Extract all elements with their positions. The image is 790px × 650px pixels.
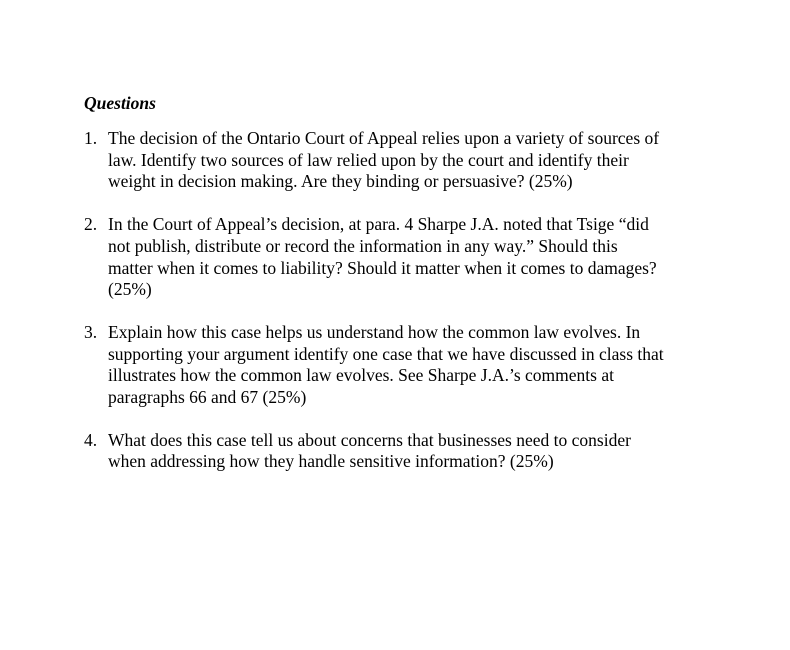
- question-line: Explain how this case helps us understand how the common law evolves. In: [108, 321, 641, 342]
- question-item-3: [84, 322, 724, 409]
- question-text: [108, 430, 720, 473]
- question-line: In the Court of Appeal’s decision, at para. 4 Sharpe J.A. noted that Tsige “did: [108, 214, 649, 235]
- questions-heading: Questions: [84, 93, 156, 113]
- question-line: illustrates how the common law evolves. See Sharpe J.A.’s comments at: [108, 365, 614, 386]
- question-number: 1.: [84, 128, 98, 148]
- question-number: 2.: [84, 214, 98, 235]
- question-text: [108, 214, 720, 301]
- question-line: What does this case tell us about concerns that businesses need to consider: [108, 429, 631, 450]
- question-number: 4.: [84, 429, 98, 450]
- question-item-1: [84, 128, 724, 193]
- question-line: matter when it comes to liability? Should it matter when it comes to damages?: [108, 257, 657, 278]
- question-line: when addressing how they handle sensitive information? (25%): [108, 451, 554, 472]
- question-list: [84, 128, 724, 473]
- question-line: weight in decision making. Are they binding or persuasive? (25%): [108, 171, 573, 192]
- question-text: [108, 322, 720, 409]
- question-number: 3.: [84, 321, 98, 342]
- question-item-2: [84, 214, 724, 301]
- question-line: (25%): [108, 279, 152, 300]
- question-item-4: [84, 430, 724, 473]
- question-line: not publish, distribute or record the information in any way.” Should this: [108, 235, 618, 256]
- question-line: The decision of the Ontario Court of Appeal relies upon a variety of sources of: [108, 128, 660, 148]
- question-line: paragraphs 66 and 67 (25%): [108, 387, 307, 408]
- question-text: [108, 128, 720, 193]
- question-line: law. Identify two sources of law relied upon by the court and identify their: [108, 149, 629, 170]
- question-line: supporting your argument identify one case that we have discussed in class that: [108, 343, 664, 364]
- document-page: [84, 92, 724, 494]
